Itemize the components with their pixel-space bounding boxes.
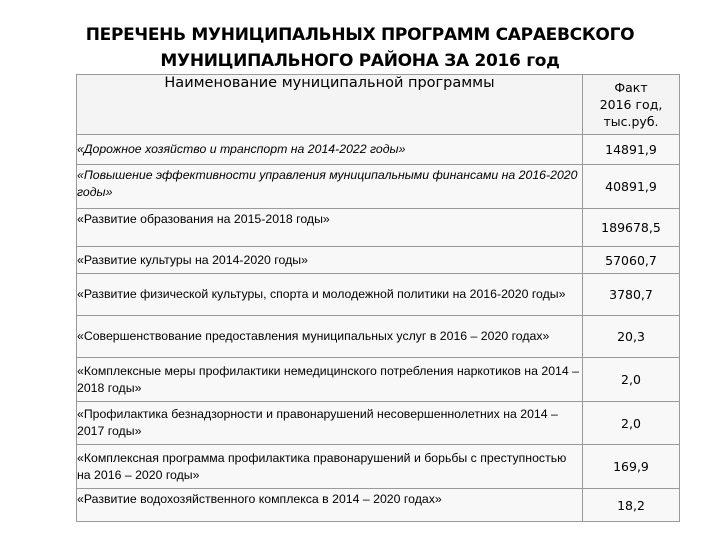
table-row bbox=[77, 165, 680, 209]
page-title bbox=[0, 22, 720, 74]
program-fact-value: 3780,7 bbox=[583, 274, 680, 316]
header-fact-line-3: тыс.руб. bbox=[603, 114, 659, 129]
program-fact-value: 20,3 bbox=[583, 316, 680, 358]
program-fact-value: 169,9 bbox=[583, 445, 680, 489]
program-name: «Развитие физической культуры, спорта и молодежной политики на 2016-2020 годы» bbox=[77, 274, 583, 316]
program-fact-value: 40891,9 bbox=[583, 165, 680, 209]
table-row bbox=[77, 358, 680, 402]
table-row bbox=[77, 209, 680, 247]
table-row bbox=[77, 274, 680, 316]
table-row bbox=[77, 316, 680, 358]
program-name: «Совершенствование предоставления муниципальных услуг в 2016 – 2020 годах» bbox=[77, 316, 583, 358]
header-fact-line-2: 2016 год, bbox=[599, 97, 663, 112]
page-title-line-2: МУНИЦИПАЛЬНОГО РАЙОНА ЗА 2016 год bbox=[160, 51, 560, 71]
program-name: «Профилактика безнадзорности и правонарушений несовершеннолетних на 2014 – 2017 годы» bbox=[77, 402, 583, 445]
table-row bbox=[77, 489, 680, 522]
table-row bbox=[77, 247, 680, 274]
header-fact-line-1: Факт bbox=[614, 80, 648, 95]
program-name: «Повышение эффективности управления муниципальными финансами на 2016-2020 годы» bbox=[77, 165, 583, 209]
program-fact-value: 14891,9 bbox=[583, 135, 680, 165]
program-name: «Комплексные меры профилактики немедицинского потребления наркотиков на 2014 – 2018 годы» bbox=[77, 358, 583, 402]
program-name: «Развитие образования на 2015-2018 годы» bbox=[77, 209, 583, 247]
table-row bbox=[77, 445, 680, 489]
table-header-row bbox=[77, 75, 680, 135]
program-name: «Развитие водохозяйственного комплекса в 2014 – 2020 годах» bbox=[77, 489, 583, 522]
program-fact-value: 2,0 bbox=[583, 358, 680, 402]
program-name: «Комплексная программа профилактика правонарушений и борьбы с преступностью на 2016 – 2020 годы» bbox=[77, 445, 583, 489]
program-fact-value: 189678,5 bbox=[583, 209, 680, 247]
page-title-line-1: ПЕРЕЧЕНЬ МУНИЦИПАЛЬНЫХ ПРОГРАММ САРАЕВСКОГО bbox=[85, 25, 635, 45]
header-fact-2016 bbox=[583, 75, 680, 135]
program-name: «Дорожное хозяйство и транспорт на 2014-2022 годы» bbox=[77, 135, 583, 165]
table-row bbox=[77, 402, 680, 445]
programs-table bbox=[76, 74, 680, 522]
header-program-name: Наименование муниципальной программы bbox=[77, 75, 583, 135]
table-row bbox=[77, 135, 680, 165]
program-fact-value: 57060,7 bbox=[583, 247, 680, 274]
program-name: «Развитие культуры на 2014-2020 годы» bbox=[77, 247, 583, 274]
program-fact-value: 18,2 bbox=[583, 489, 680, 522]
program-fact-value: 2,0 bbox=[583, 402, 680, 445]
